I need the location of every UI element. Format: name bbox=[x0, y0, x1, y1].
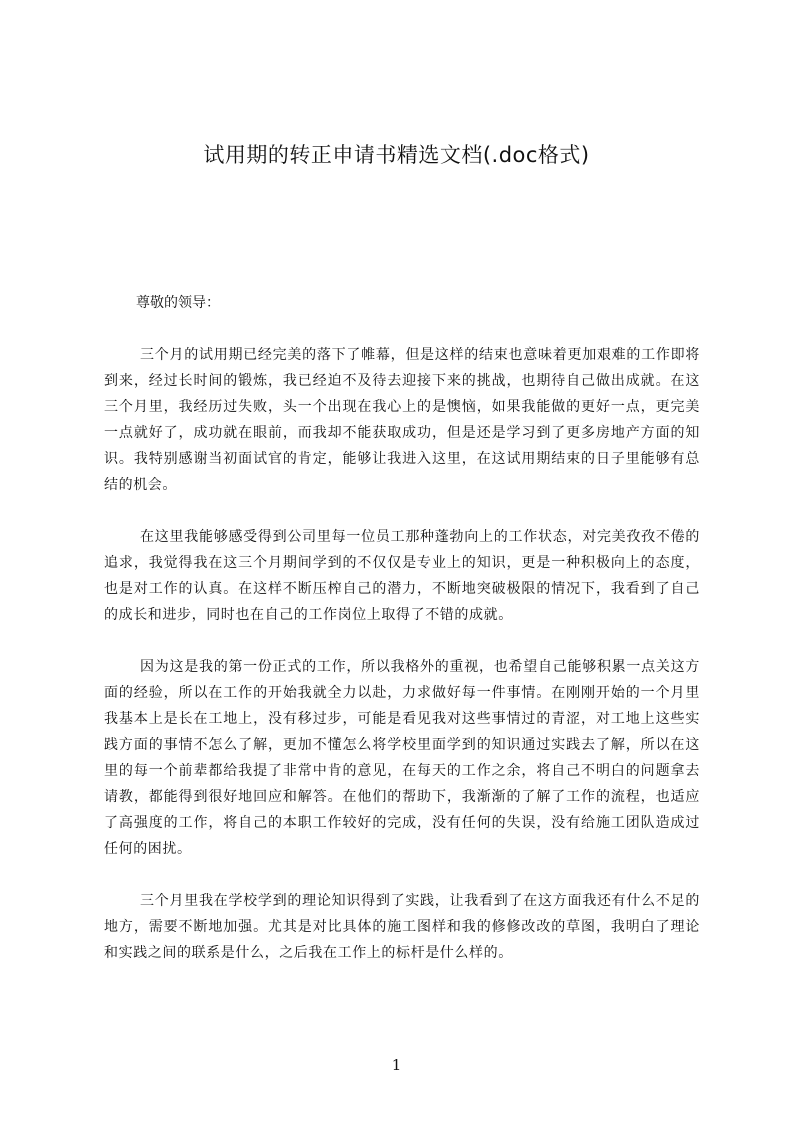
paragraph-2: 在这里我能够感受得到公司里每一位员工那种蓬勃向上的工作状态，对完美孜孜不倦的追求，我觉得我在这三个月期间学到的不仅仅是专业上的知识，更是一种积极向上的态度，也是对工作的认真。在这样不断压榨自己的潜力，不断地突破极限的情况下，我看到了自己的成长和进步，同时也在自己的工作岗位上取得了不错的成就。 bbox=[104, 529, 700, 623]
paragraph-1: 三个月的试用期已经完美的落下了帷幕，但是这样的结束也意味着更加艰难的工作即将到来，经过长时间的锻炼，我已经迫不及待去迎接下来的挑战，也期待自己做出成就。在这三个月里，我经历过失败，头一个出现在我心上的是懊恼，如果我能做的更好一点，更完美一点就好了，成功就在眼前，而我却不能获取成功，但是还是学习到了更多房地产方面的知识。我特别感谢当初面试官的肯定，能够让我进入这里，在这试用期结束的日子里能够有总结的机会。 bbox=[104, 347, 700, 493]
page-number: 1 bbox=[391, 1056, 402, 1074]
salutation: 尊敬的领导： bbox=[136, 295, 220, 311]
paragraph-4: 三个月里我在学校学到的理论知识得到了实践，让我看到了在这方面我还有什么不足的地方，需要不断地加强。尤其是对比具体的施工图样和我的修修改改的草图，我明白了理论和实践之间的联系是什么，之后我在工作上的标杆是什么样的。 bbox=[104, 893, 700, 961]
document-title: 试用期的转正申请书精选文档(.doc格式) bbox=[203, 143, 590, 167]
paragraph-3: 因为这是我的第一份正式的工作，所以我格外的重视，也希望自己能够积累一点关这方面的经验，所以在工作的开始我就全力以赴，力求做好每一件事情。在刚刚开始的一个月里我基本上是长在工地上，没有移过步，可能是看见我对这些事情过的青涩，对工地上这些实践方面的事情不怎么了解，更加不懂怎么将学校里面学到的知识通过实践去了解，所以在这里的每一个前辈都给我提了非常中肯的意见，在每天的工作之余，将自己不明白的问题拿去请教，都能得到很好地回应和解答。在他们的帮助下，我渐渐的了解了工作的流程，也适应了高强度的工作，将自己的本职工作较好的完成，没有任何的失误，没有给施工团队造成过任何的困扰。 bbox=[104, 659, 700, 857]
document-body bbox=[104, 290, 700, 992]
